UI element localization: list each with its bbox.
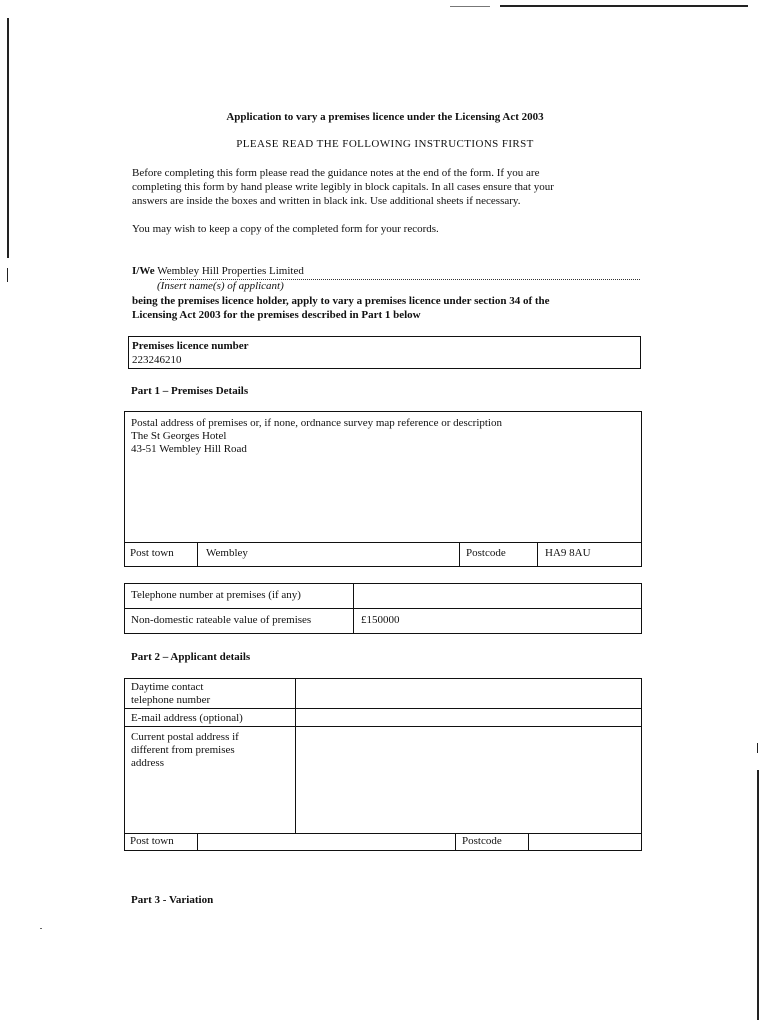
rateable-row-divider — [124, 608, 642, 609]
scan-edge-mark-right — [757, 743, 758, 753]
applicant-postcode-input[interactable] — [530, 835, 640, 850]
daytime-phone-label-line: telephone number — [131, 694, 211, 706]
declaration-text — [132, 294, 652, 322]
email-row-divider — [124, 726, 642, 727]
email-input[interactable] — [297, 710, 640, 725]
part3-heading: Part 3 - Variation — [131, 894, 214, 906]
premises-post-town-value[interactable]: Wembley — [206, 547, 248, 559]
premises-postcode-label: Postcode — [466, 547, 506, 559]
daytime-phone-label-line: Daytime contact — [131, 681, 204, 693]
scan-edge-line-right — [757, 770, 759, 1020]
rateable-value[interactable]: £150000 — [361, 614, 400, 626]
licence-number-label: Premises licence number — [132, 340, 249, 352]
instructions-line: completing this form by hand please write legibly in block capitals. In all cases ensure that your — [132, 181, 554, 193]
post-town-divider — [197, 833, 198, 851]
premises-post-town-label: Post town — [130, 547, 174, 559]
scan-edge-mark-bottom — [40, 928, 42, 929]
records-note: You may wish to keep a copy of the completed form for your records. — [132, 223, 439, 235]
daytime-row-divider — [124, 708, 642, 709]
premises-address-line[interactable]: The St Georges Hotel — [131, 430, 227, 442]
premises-address-line[interactable]: 43-51 Wembley Hill Road — [131, 443, 247, 455]
telephone-label: Telephone number at premises (if any) — [131, 589, 301, 601]
scan-edge-line-top — [500, 5, 748, 7]
scan-edge-mark-left — [7, 268, 8, 282]
part2-heading: Part 2 – Applicant details — [131, 651, 251, 663]
current-address-label — [131, 731, 239, 770]
postcode-value-divider — [528, 833, 529, 851]
email-label: E-mail address (optional) — [131, 712, 243, 724]
scan-edge-dash-top — [450, 6, 490, 7]
instructions-line: Before completing this form please read the guidance notes at the end of the form. If you are — [132, 167, 540, 179]
current-address-label-line: different from premises — [131, 744, 235, 756]
postcode-label-divider — [455, 833, 456, 851]
applicant-details-column-divider — [295, 678, 296, 833]
applicant-line — [132, 265, 304, 277]
applicant-hint: (Insert name(s) of applicant) — [157, 280, 284, 292]
scan-edge-line-left — [7, 18, 9, 258]
part1-heading: Part 1 – Premises Details — [131, 385, 249, 397]
applicant-name[interactable]: Wembley Hill Properties Limited — [157, 265, 304, 277]
form-title: Application to vary a premises licence under the Licensing Act 2003 — [226, 111, 544, 123]
declaration-line: being the premises licence holder, apply to vary a premises licence under section 34 of the — [132, 295, 550, 307]
rateable-column-divider — [353, 583, 354, 634]
instructions-text — [132, 166, 652, 208]
current-address-label-line: address — [131, 757, 164, 769]
postcode-value-divider — [537, 542, 538, 567]
current-address-label-line: Current postal address if — [131, 731, 239, 743]
current-address-input[interactable] — [297, 728, 640, 832]
applicant-post-town-input[interactable] — [199, 835, 454, 850]
daytime-phone-label — [131, 681, 210, 707]
address-row-divider — [124, 833, 642, 834]
licence-number-value[interactable]: 223246210 — [132, 354, 182, 366]
post-town-row-divider — [124, 542, 642, 543]
instructions-line: answers are inside the boxes and written in black ink. Use additional sheets if necessary. — [132, 195, 521, 207]
applicant-prefix: I/We — [132, 265, 155, 277]
applicant-postcode-label: Postcode — [462, 835, 502, 847]
applicant-post-town-label: Post town — [130, 835, 174, 847]
declaration-line: Licensing Act 2003 for the premises described in Part 1 below — [132, 309, 421, 321]
instructions-heading: PLEASE READ THE FOLLOWING INSTRUCTIONS FIRST — [236, 138, 534, 150]
postcode-label-divider — [459, 542, 460, 567]
premises-postcode-value[interactable]: HA9 8AU — [545, 547, 591, 559]
premises-address-label: Postal address of premises or, if none, ordnance survey map reference or description — [131, 417, 502, 429]
post-town-divider — [197, 542, 198, 567]
daytime-phone-input[interactable] — [297, 680, 640, 707]
rateable-label: Non-domestic rateable value of premises — [131, 614, 312, 626]
